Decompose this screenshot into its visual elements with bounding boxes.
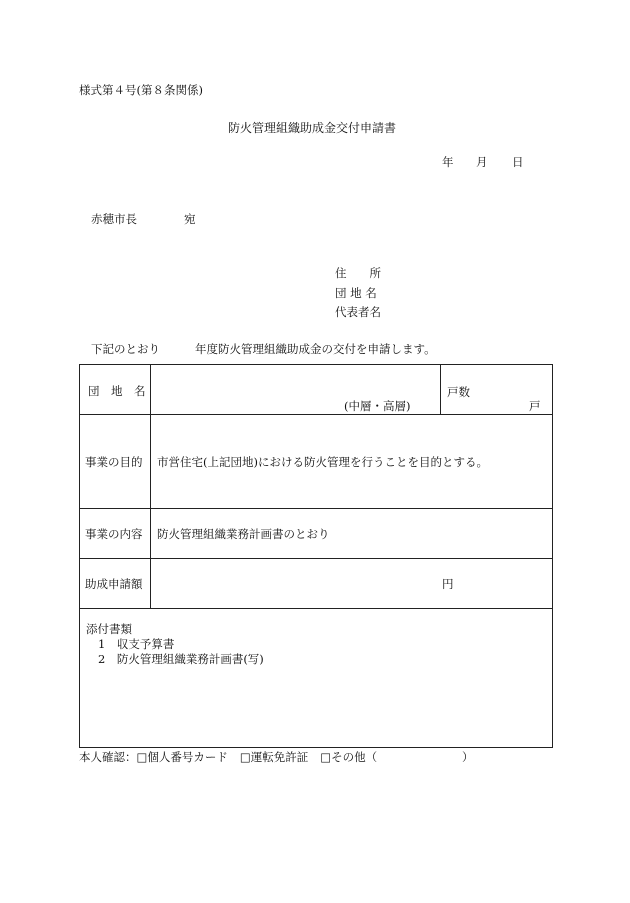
checkbox-other[interactable]: □その他（ <box>320 750 378 764</box>
purpose-text: 市営住宅(上記団地)における防火管理を行うことを目的とする。 <box>157 454 488 469</box>
content-label <box>80 509 151 559</box>
address-label: 住 所 <box>335 266 381 280</box>
danchi-row <box>80 365 553 415</box>
identity-close-paren: ） <box>462 750 474 764</box>
amount-field[interactable] <box>151 559 553 609</box>
attachments-cell <box>80 609 553 748</box>
applicant-danchi-label: 団 地 名 <box>335 286 377 300</box>
checkbox-mynumber-card[interactable]: □個人番号カード <box>136 750 228 764</box>
intro-text: 年度防火管理組織助成金の交付を申請します。 <box>195 342 436 356</box>
intro-prefix: 下記のとおり <box>91 342 160 356</box>
purpose-label-text: 事業の目的 <box>85 454 143 469</box>
amount-row <box>80 559 553 609</box>
application-table <box>79 364 553 748</box>
danchi-field[interactable] <box>151 365 441 415</box>
identity-confirmation <box>79 750 377 764</box>
amount-unit: 円 <box>442 577 454 591</box>
content-text: 防火管理組織業務計画書のとおり <box>157 526 330 541</box>
date-day: 日 <box>512 155 524 169</box>
households-label: 戸数 <box>447 385 470 399</box>
amount-label-text: 助成申請額 <box>85 576 143 591</box>
danchi-type-note: (中層・高層) <box>344 399 411 413</box>
content-row <box>80 509 553 559</box>
content-field[interactable] <box>151 509 553 559</box>
purpose-field[interactable] <box>151 415 553 509</box>
danchi-label <box>80 365 151 415</box>
representative-label: 代表者名 <box>335 305 381 319</box>
danchi-label-text: 団 地 名 <box>88 384 146 398</box>
addressee-suffix: 宛 <box>184 212 196 226</box>
addressee-name: 赤穂市長 <box>91 212 137 226</box>
households-unit: 戸 <box>529 399 541 413</box>
purpose-row <box>80 415 553 509</box>
form-number: 様式第４号(第８条関係) <box>79 83 203 97</box>
date-year: 年 <box>442 155 454 169</box>
checkbox-drivers-license[interactable]: □運転免許証 <box>239 750 309 764</box>
identity-label: 本人確認： <box>79 750 137 764</box>
date-month: 月 <box>476 155 488 169</box>
attachment-item-1: 1 収支予算書 <box>98 637 175 651</box>
attachments-title: 添付書類 <box>86 622 132 636</box>
households-field[interactable] <box>441 365 553 415</box>
content-label-text: 事業の内容 <box>85 526 143 541</box>
document-title: 防火管理組織助成金交付申請書 <box>228 121 397 135</box>
attachment-item-2: 2 防火管理組織業務計画書(写) <box>98 652 264 666</box>
attachments-row <box>80 609 553 748</box>
purpose-label <box>80 415 151 509</box>
amount-label <box>80 559 151 609</box>
